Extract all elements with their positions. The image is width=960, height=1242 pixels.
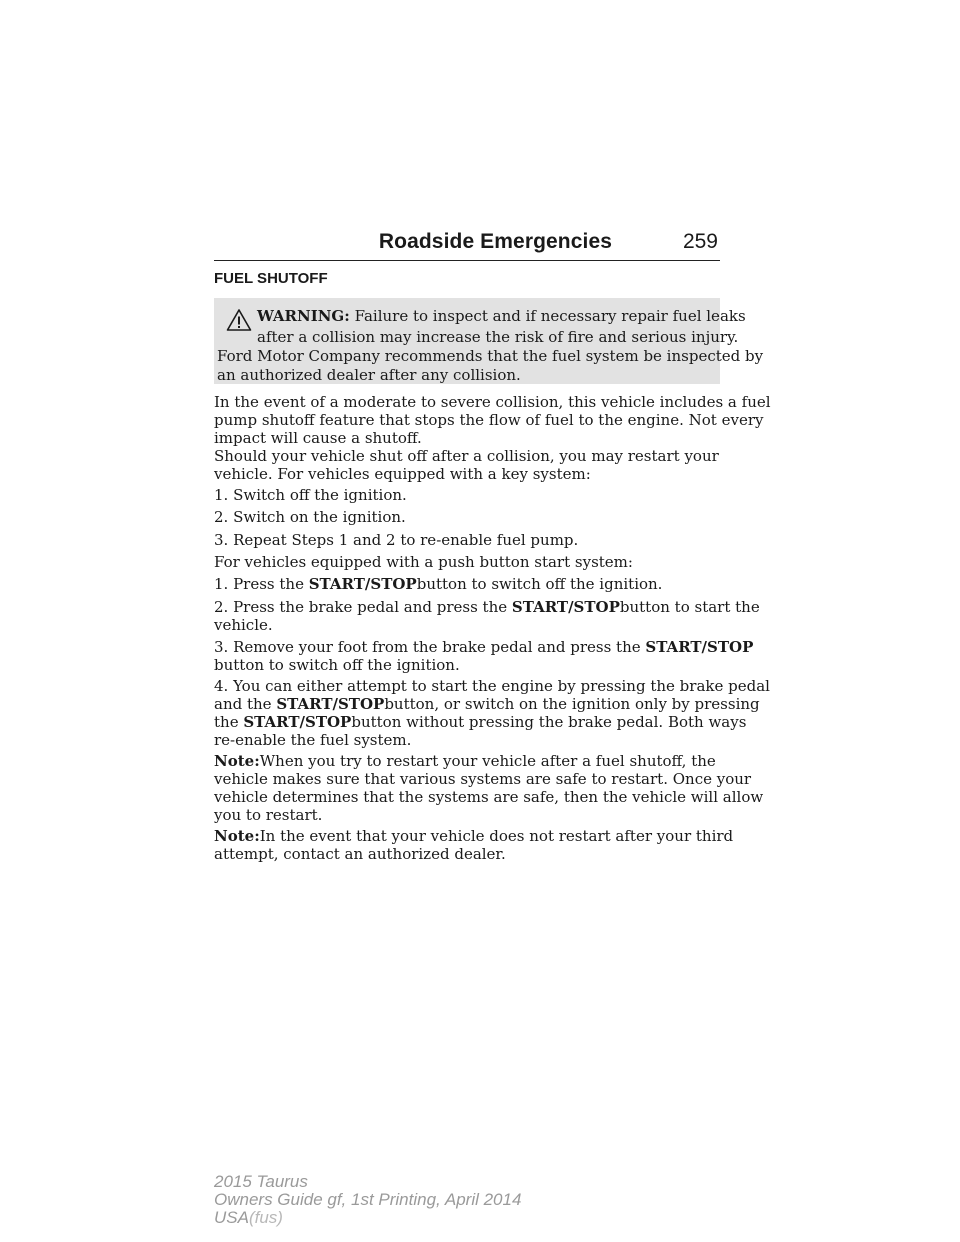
warning-box (214, 298, 764, 384)
note-label: Note: (214, 827, 260, 845)
push-step-4: 4. You can either attempt to start the engine by pressing the brake pedal and the START/STOPbutton, or switch on the ignition only by pressing the START/STOPbutton without pressing the brake pedal. Both ways re-enable the fuel system. (214, 677, 770, 749)
warning-line-4: an authorized dealer after any collision. (217, 366, 521, 384)
page-number: 259 (682, 230, 718, 253)
push-step-3: 3. Remove your foot from the brake pedal and press the START/STOP button to switch off the ignition. (214, 638, 754, 674)
warning-line-1: WARNING: Failure to inspect and if necessary repair fuel leaks (257, 307, 746, 325)
warning-triangle-icon (226, 308, 252, 332)
footer-printing: Owners Guide gf, 1st Printing, April 2014 (214, 1190, 522, 1209)
push-intro: For vehicles equipped with a push button start system: (214, 553, 633, 571)
note-label: Note: (214, 752, 260, 770)
paragraph-restart: Should your vehicle shut off after a collision, you may restart your vehicle. For vehicles equipped with a key system: (214, 447, 719, 483)
note-2: Note:In the event that your vehicle does not restart after your third attempt, contact an authorized dealer. (214, 827, 734, 863)
footer-market: USA(fus) (214, 1208, 283, 1227)
page-header (214, 226, 720, 261)
warning-line-3: Ford Motor Company recommends that the fuel system be inspected by (217, 347, 764, 365)
footer-model: 2015 Taurus (214, 1172, 308, 1191)
key-step-2: 2. Switch on the ignition. (214, 508, 406, 526)
section-heading: FUEL SHUTOFF (214, 270, 328, 287)
chapter-title: Roadside Emergencies (378, 230, 612, 253)
warning-line-2: after a collision may increase the risk of fire and serious injury. (257, 328, 739, 346)
warning-label: WARNING: (257, 307, 350, 325)
push-step-2: 2. Press the brake pedal and press the START/STOPbutton to start the vehicle. (214, 598, 760, 634)
key-step-3: 3. Repeat Steps 1 and 2 to re-enable fuel pump. (214, 531, 579, 549)
paragraph-collision: In the event of a moderate to severe collision, this vehicle includes a fuel pump shutoff feature that stops the flow of fuel to the engine. Not every impact will cause a shutoff. (214, 393, 771, 447)
key-step-1: 1. Switch off the ignition. (214, 486, 407, 504)
note-1: Note:When you try to restart your vehicle after a fuel shutoff, the vehicle makes sure that various systems are safe to restart. Once your vehicle determines that the systems are safe, then the vehicle will allow you to restart. (214, 752, 764, 824)
print-footer (214, 1173, 521, 1227)
push-step-1: 1. Press the START/STOPbutton to switch off the ignition. (214, 575, 663, 593)
